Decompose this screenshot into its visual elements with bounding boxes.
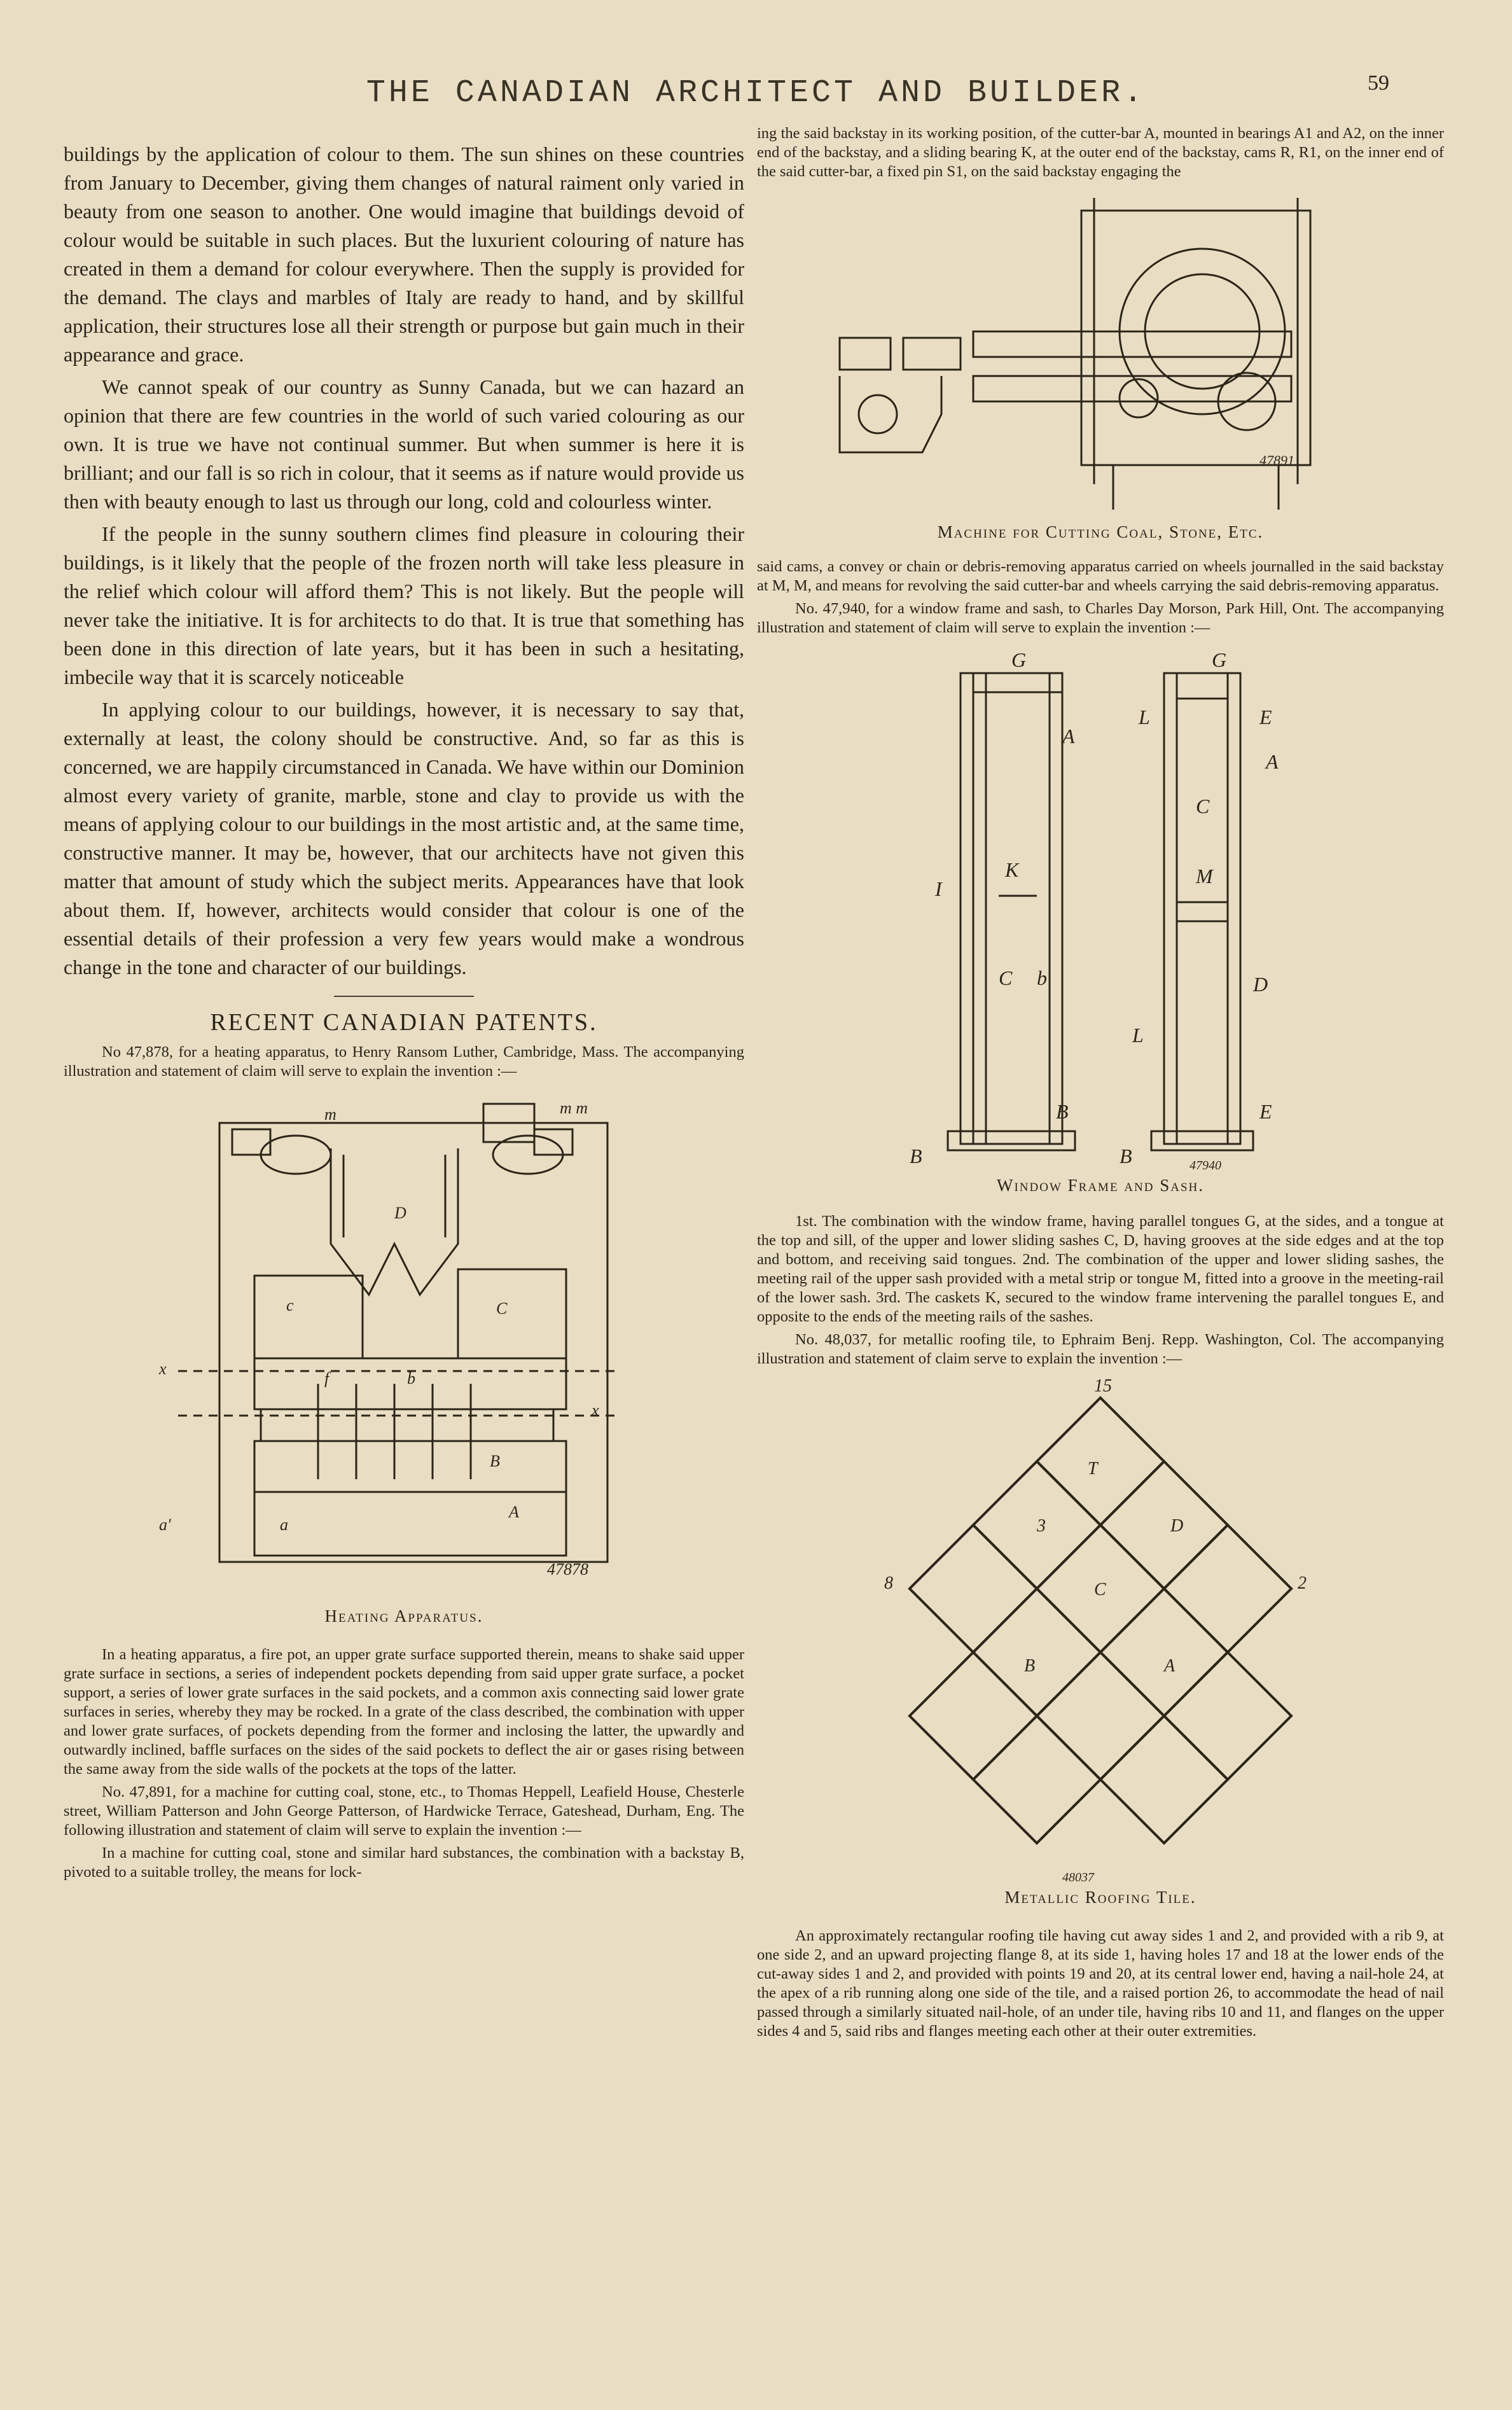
paragraph: We cannot speak of our country as Sunny Canada, but we can hazard an opinion that there are few countries in the world of such varied colouring as our own. It is true we have not continual summer. But when summer is here it is brilliant; and our fall is so rich in colour, that it seems as if nature would provide us then with beauty enough to last us through our long, cold and colourless winter. xyxy=(64,375,744,513)
svg-text:B: B xyxy=(1024,1656,1036,1676)
svg-text:K: K xyxy=(1005,858,1019,881)
patent-intro: No. 47,891, for a machine for cutting coal, stone, etc., to Thomas Heppell, Leafield House, Chesterle street, William Patterson and John George Patterson, of Hardwicke Terrace, Gateshead, Durham, Eng. The following illustration and statement of claim will serve to explain the invention :— xyxy=(64,1783,744,1839)
coal-cutting-machine-figure xyxy=(757,185,1444,522)
svg-text:L: L xyxy=(1132,1024,1144,1047)
svg-text:A: A xyxy=(509,1503,519,1521)
svg-text:L: L xyxy=(1139,706,1150,728)
svg-text:f: f xyxy=(324,1369,329,1388)
figure-caption: Heating Apparatus. xyxy=(324,1606,483,1626)
window-frame-figure xyxy=(757,641,1444,1176)
heating-apparatus-figure xyxy=(64,1085,744,1606)
patent-claim: An approximately rectangular roofing tile having cut away sides 1 and 2, and provided with a rib 9, at one side 2, and an upward projecting flange 8, at its side 1, having holes 17 and 18 at the lower ends of the cut-away sides 1 and 2, and provided with points 19 and 20, at its central lower end, having a nail-hole 24, at the apex of a rib running along one side of the tile, and a raised portion 26, to accommodate the head of nail passed through a similarly situated nail-hole, of an under tile, having ribs 10 and 11, and flanges on the upper sides 4 and 5, said ribs and flanges meeting each other at their outer extremities. xyxy=(757,1927,1444,2040)
svg-text:G: G xyxy=(1212,648,1227,671)
svg-text:b: b xyxy=(407,1369,415,1388)
svg-text:x: x xyxy=(592,1401,599,1419)
svg-text:m m: m m xyxy=(560,1099,588,1117)
figure-number: 48037 xyxy=(1062,1870,1094,1884)
left-column xyxy=(64,140,744,1886)
svg-text:x: x xyxy=(159,1360,167,1378)
svg-text:a: a xyxy=(280,1515,288,1534)
svg-text:D: D xyxy=(1253,973,1268,996)
svg-text:D: D xyxy=(394,1204,406,1222)
patent-claim: 1st. The combination with the window frame, having parallel tongues G, at the sides, and a tongue at the top and sill, of the upper and lower sliding sashes C, D, having grooves at the side edges and at the top and bottom, and receiving said tongues. 2nd. The combination of the upper and lower sliding sashes, the meeting rail of the upper sash provided with a metal strip or tongue M, fitted into a groove in the meeting-rail of the lower sash. 3rd. The caskets K, secured to the window frame intervening the parallel tongues E, and opposite to the ends of the meeting rails of the sashes. xyxy=(757,1213,1444,1325)
figure-caption: Window Frame and Sash. xyxy=(996,1176,1204,1195)
paragraph: buildings by the application of colour to them. The sun shines on these countries from January to December, giving them changes of natural raiment only varied in beauty from one season to another. One would imagine that buildings devoid of colour would be suitable in such places. But the luxurient colouring of nature has created in them a demand for colour everywhere. Then the supply is provided for the demand. The clays and marbles of Italy are ready to hand, and by skillful application, their structures lose all their strength or purpose but gain much in their appearance and grace. xyxy=(64,143,744,366)
patent-intro: No 47,878, for a heating apparatus, to Henry Ransom Luther, Cambridge, Mass. The accompanying illustration and statement of claim will serve to explain the invention :— xyxy=(64,1043,744,1080)
svg-text:T: T xyxy=(1088,1459,1098,1479)
section-divider xyxy=(334,996,474,997)
svg-text:M: M xyxy=(1196,865,1213,888)
patent-intro: No. 47,940, for a window frame and sash, to Charles Day Morson, Park Hill, Ont. The accompanying illustration and statement of claim will serve to explain the invention :— xyxy=(757,600,1444,636)
svg-text:G: G xyxy=(1011,648,1027,671)
svg-text:c: c xyxy=(286,1296,294,1314)
svg-text:C: C xyxy=(1196,795,1210,818)
svg-text:A: A xyxy=(1164,1656,1176,1676)
svg-text:3: 3 xyxy=(1037,1516,1046,1536)
svg-text:a': a' xyxy=(159,1515,171,1534)
svg-text:8: 8 xyxy=(884,1573,893,1593)
figure-number: 47891 xyxy=(1259,452,1294,468)
patent-claim: In a heating apparatus, a fire pot, an upper grate surface supported therein, means to shake said upper grate surface in sections, a series of independent pockets depending from said upper grate surface, a pocket support, a series of lower grate surfaces in the said pockets, and a common axis connecting said lower grate surfaces in series, whereby they may be rocked. In a grate of the class described, the combination with upper and lower grate surfaces, of pockets depending from the former and inclosing the latter, the upwardly and outwardly inclined, baffle surfaces on the sides of the said pockets to deflect the air or gases rising between the same away from the side walls of the pockets at the tops of the latter. xyxy=(64,1646,744,1778)
svg-text:C: C xyxy=(496,1299,508,1318)
svg-text:I: I xyxy=(935,877,942,900)
paragraph: If the people in the sunny southern climes find pleasure in colouring their buildings, is it likely that the people of the frozen north will take less pleasure in the relief which colour will afford them? This is not likely. But the people will never take the initiative. It is for architects to do that. It is true that something has been done in this direction of late years, but it has been in such a hesitating, imbecile way that it is scarcely noticeable xyxy=(64,522,744,688)
svg-text:m: m xyxy=(324,1105,336,1124)
section-title: RECENT CANADIAN PATENTS. xyxy=(210,1009,598,1036)
patent-intro: No. 48,037, for metallic roofing tile, to Ephraim Benj. Repp. Washington, Col. The accompanying illustration and statement of claim serve to explain the invention :— xyxy=(757,1331,1444,1367)
svg-text:2: 2 xyxy=(1298,1573,1307,1593)
svg-text:E: E xyxy=(1259,1100,1272,1123)
svg-text:15: 15 xyxy=(1094,1376,1112,1396)
svg-text:D: D xyxy=(1170,1516,1184,1536)
paragraph: In applying colour to our buildings, however, it is necessary to say that, externally at least, the colony should be constructive. And, so far as this is concerned, we are happily circumstanced in Canada. We have within our Dominion almost every variety of granite, marble, stone and clay to provide us with the means of applying colour to our buildings in the most artistic and, at the same time, constructive manner. It may be, however, that our architects have not given this matter that amount of study which the subject merits. Appearances have that look about them. If, however, architects would consider that colour is one of the essential details of their profession a very few years would make a wondrous change in the tone and character of our buildings. xyxy=(64,698,744,979)
svg-text:B: B xyxy=(1120,1145,1132,1167)
svg-text:B: B xyxy=(490,1452,500,1470)
page-number: 59 xyxy=(1368,71,1389,95)
svg-text:B: B xyxy=(1056,1100,1069,1123)
svg-text:C: C xyxy=(999,966,1013,989)
right-column xyxy=(757,124,1444,2045)
patent-claim: In a machine for cutting coal, stone and similar hard substances, the combination with a backstay B, pivoted to a suitable trolley, the means for lock- xyxy=(64,1844,744,1881)
masthead: THE CANADIAN ARCHITECT AND BUILDER. xyxy=(366,75,1146,111)
figure-caption: Metallic Roofing Tile. xyxy=(1004,1888,1196,1907)
svg-text:C: C xyxy=(1094,1580,1106,1599)
figure-caption: Machine for Cutting Coal, Stone, Etc. xyxy=(937,522,1264,541)
svg-text:E: E xyxy=(1259,706,1272,728)
svg-text:A: A xyxy=(1062,725,1075,748)
figure-number: 47940 xyxy=(1189,1159,1221,1173)
svg-text:A: A xyxy=(1266,750,1279,773)
patent-claim: ing the said backstay in its working position, of the cutter-bar A, mounted in bearings A1 and A2, on the inner end of the backstay, and a sliding bearing K, at the outer end of the backstay, cams R, R1, on the inner end of the said cutter-bar, a fixed pin S1, on the said backstay engaging the xyxy=(757,125,1444,180)
svg-text:B: B xyxy=(910,1145,922,1167)
patent-claim: said cams, a convey or chain or debris-removing apparatus carried on wheels journalled in the said backstay at M, M, and means for revolving the said cutter-bar and wheels carrying the said debris-removing apparatus. xyxy=(757,558,1444,594)
figure-number: 47878 xyxy=(547,1560,588,1578)
svg-text:b: b xyxy=(1037,966,1047,989)
roofing-tile-figure xyxy=(757,1372,1444,1888)
